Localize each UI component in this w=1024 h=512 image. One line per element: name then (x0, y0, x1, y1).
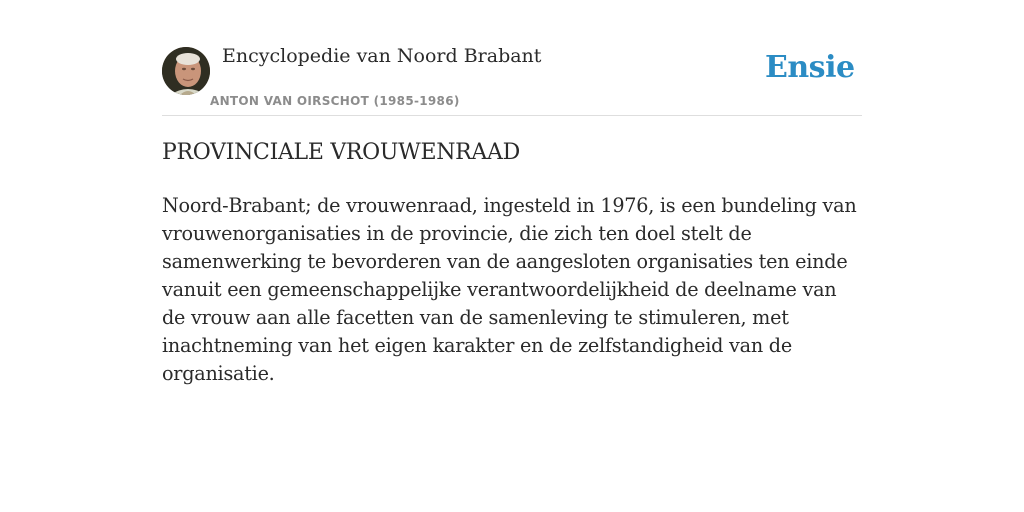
book-title[interactable]: Encyclopedie van Noord Brabant (222, 45, 542, 67)
author-name: ANTON VAN OIRSCHOT (1985-1986) (210, 94, 460, 108)
header-divider (162, 115, 862, 116)
author-portrait-icon (162, 47, 210, 95)
ensie-logo[interactable]: Ensie (765, 50, 855, 85)
entry-title: PROVINCIALE VROUWENRAAD (162, 140, 520, 165)
author-avatar[interactable] (162, 47, 210, 95)
entry-body: Noord-Brabant; de vrouwenraad, ingesteld in 1976, is een bundeling van vrouwenorganisaties in de provincie, die zich ten doel stelt de samenwerking te bevorderen van de aangesloten organisaties ten einde vanuit een gemeenschappelijke verantwoordelijkheid de deelname van de vrouw aan alle facetten van de samenleving te stimuleren, met inachtneming van het eigen karakter en de zelfstandigheid van de organisatie. (162, 194, 857, 385)
